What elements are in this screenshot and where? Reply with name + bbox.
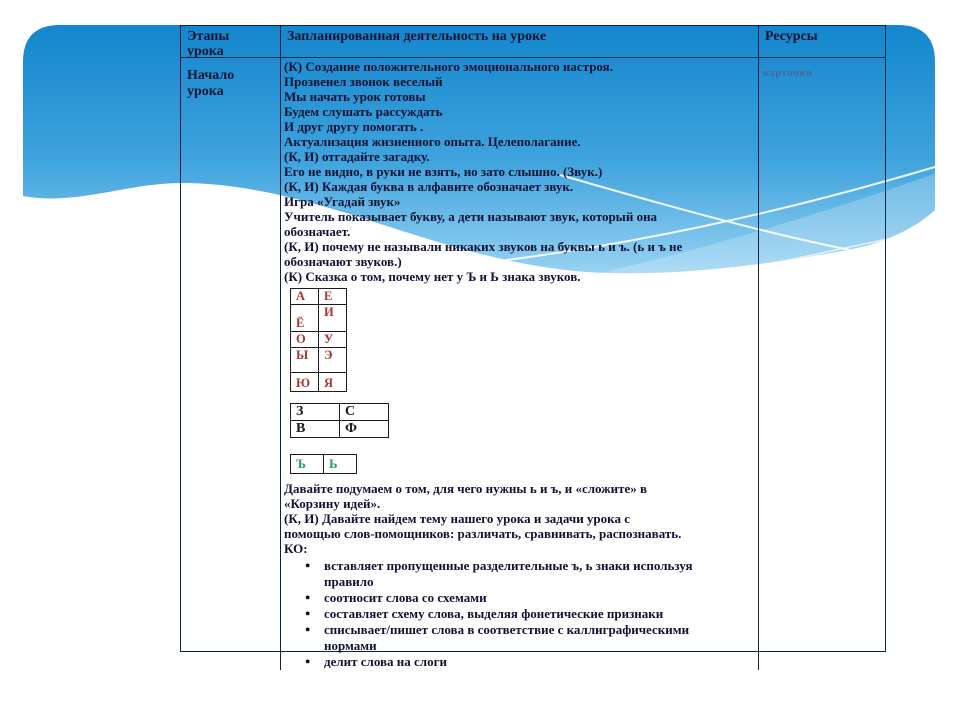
consonant-cell: В: [291, 421, 340, 438]
activity-line: «Корзину идей».: [284, 496, 381, 511]
list-item: [284, 654, 758, 670]
bullet-icon: ●: [305, 608, 311, 618]
consonant-letters-grid: [290, 403, 389, 438]
resources-cell: [759, 58, 885, 670]
header-resources: [759, 26, 885, 58]
list-item: [284, 606, 758, 622]
bullet-icon: ●: [305, 560, 311, 570]
activity-line: Его не видно, в руки не взять, но зато слышно. (Звук.): [284, 164, 603, 179]
bullet-icon: ●: [305, 624, 311, 634]
vowel-cell: Э: [319, 348, 347, 373]
activity-paragraph: [284, 59, 758, 284]
activity-line: Учитель показывает букву, а дети называют звук, который она: [284, 209, 658, 224]
header-resources-label: Ресурсы: [765, 29, 818, 44]
activity-line: (К, И) Давайте найдем тему нашего урока и задачи урока с: [284, 511, 630, 526]
bullet-line: правило: [324, 574, 374, 589]
header-stages-label: Этапы урока: [187, 29, 230, 59]
activity-line: КО:: [284, 541, 308, 556]
activity-paragraph-2: [284, 481, 758, 556]
vowel-cell: И: [319, 305, 347, 332]
vowel-letters-grid: [290, 288, 347, 392]
bullet-line: списывает/пишет слова в соответствие с каллиграфическими: [324, 622, 690, 637]
activity-line: (К, И) отгадайте загадку.: [284, 149, 430, 164]
vowel-cell: Ы: [291, 348, 319, 373]
lesson-plan-table: [180, 25, 886, 669]
activity-line: И друг другу помогать .: [284, 119, 424, 134]
activity-line: обозначает.: [284, 224, 351, 239]
sign-cell: Ъ: [291, 455, 324, 474]
bullet-line: составляет схему слова, выделяя фонетические признаки: [324, 606, 664, 621]
activity-line: (К, И) почему не называли никаких звуков на буквы ь и ъ. (ь и ъ не: [284, 239, 683, 254]
activity-line: Игра «Угадай звук»: [284, 194, 401, 209]
list-item: [284, 558, 758, 590]
activity-line: Актуализация жизненного опыта. Целеполагание.: [284, 134, 581, 149]
bullet-icon: ●: [305, 592, 311, 602]
sign-cell: Ь: [324, 455, 357, 474]
stage-label: Начало урока: [187, 68, 235, 99]
activity-cell: [281, 58, 759, 670]
vowel-cell: У: [319, 332, 347, 348]
vowel-cell: Я: [319, 373, 347, 392]
activity-line: (К) Создание положительного эмоционального настроя.: [284, 59, 613, 74]
consonant-cell: З: [291, 404, 340, 421]
activity-line: Будем слушать рассуждать: [284, 104, 443, 119]
vowel-cell: О: [291, 332, 319, 348]
bullet-line: вставляет пропущенные разделительные ъ, ь знаки используя: [324, 558, 693, 573]
header-activity: [281, 26, 759, 58]
vowel-cell: Е: [319, 289, 347, 305]
bullet-line: делит слова на слоги: [324, 654, 447, 669]
consonant-cell: Ф: [340, 421, 389, 438]
activity-line: Мы начать урок готовы: [284, 89, 426, 104]
list-item: [284, 590, 758, 606]
stage-cell: [181, 58, 281, 670]
list-item: [284, 622, 758, 654]
vowel-cell: Ю: [291, 373, 319, 392]
header-stages: [181, 26, 281, 58]
vowel-cell: А: [291, 289, 319, 305]
activity-line: (К) Сказка о том, почему нет у Ъ и Ь знака звуков.: [284, 269, 581, 284]
resource-label: карточки: [763, 68, 813, 79]
sign-letters-grid: [290, 454, 357, 474]
vowel-cell: Ё: [291, 305, 319, 332]
activity-line: Прозвенел звонок веселый: [284, 74, 443, 89]
header-activity-label: Запланированная деятельность на уроке: [287, 29, 547, 44]
bullet-icon: ●: [305, 656, 311, 666]
criteria-bullet-list: [284, 558, 758, 670]
bullet-line: нормами: [324, 638, 377, 653]
activity-line: помощью слов-помощников: различать, сравнивать, распознавать.: [284, 526, 682, 541]
activity-line: Давайте подумаем о том, для чего нужны ь и ъ, и «сложите» в: [284, 481, 648, 496]
activity-line: обозначают звуков.): [284, 254, 402, 269]
activity-line: (К, И) Каждая буква в алфавите обозначает звук.: [284, 179, 574, 194]
consonant-cell: С: [340, 404, 389, 421]
bullet-line: соотносит слова со схемами: [324, 590, 487, 605]
